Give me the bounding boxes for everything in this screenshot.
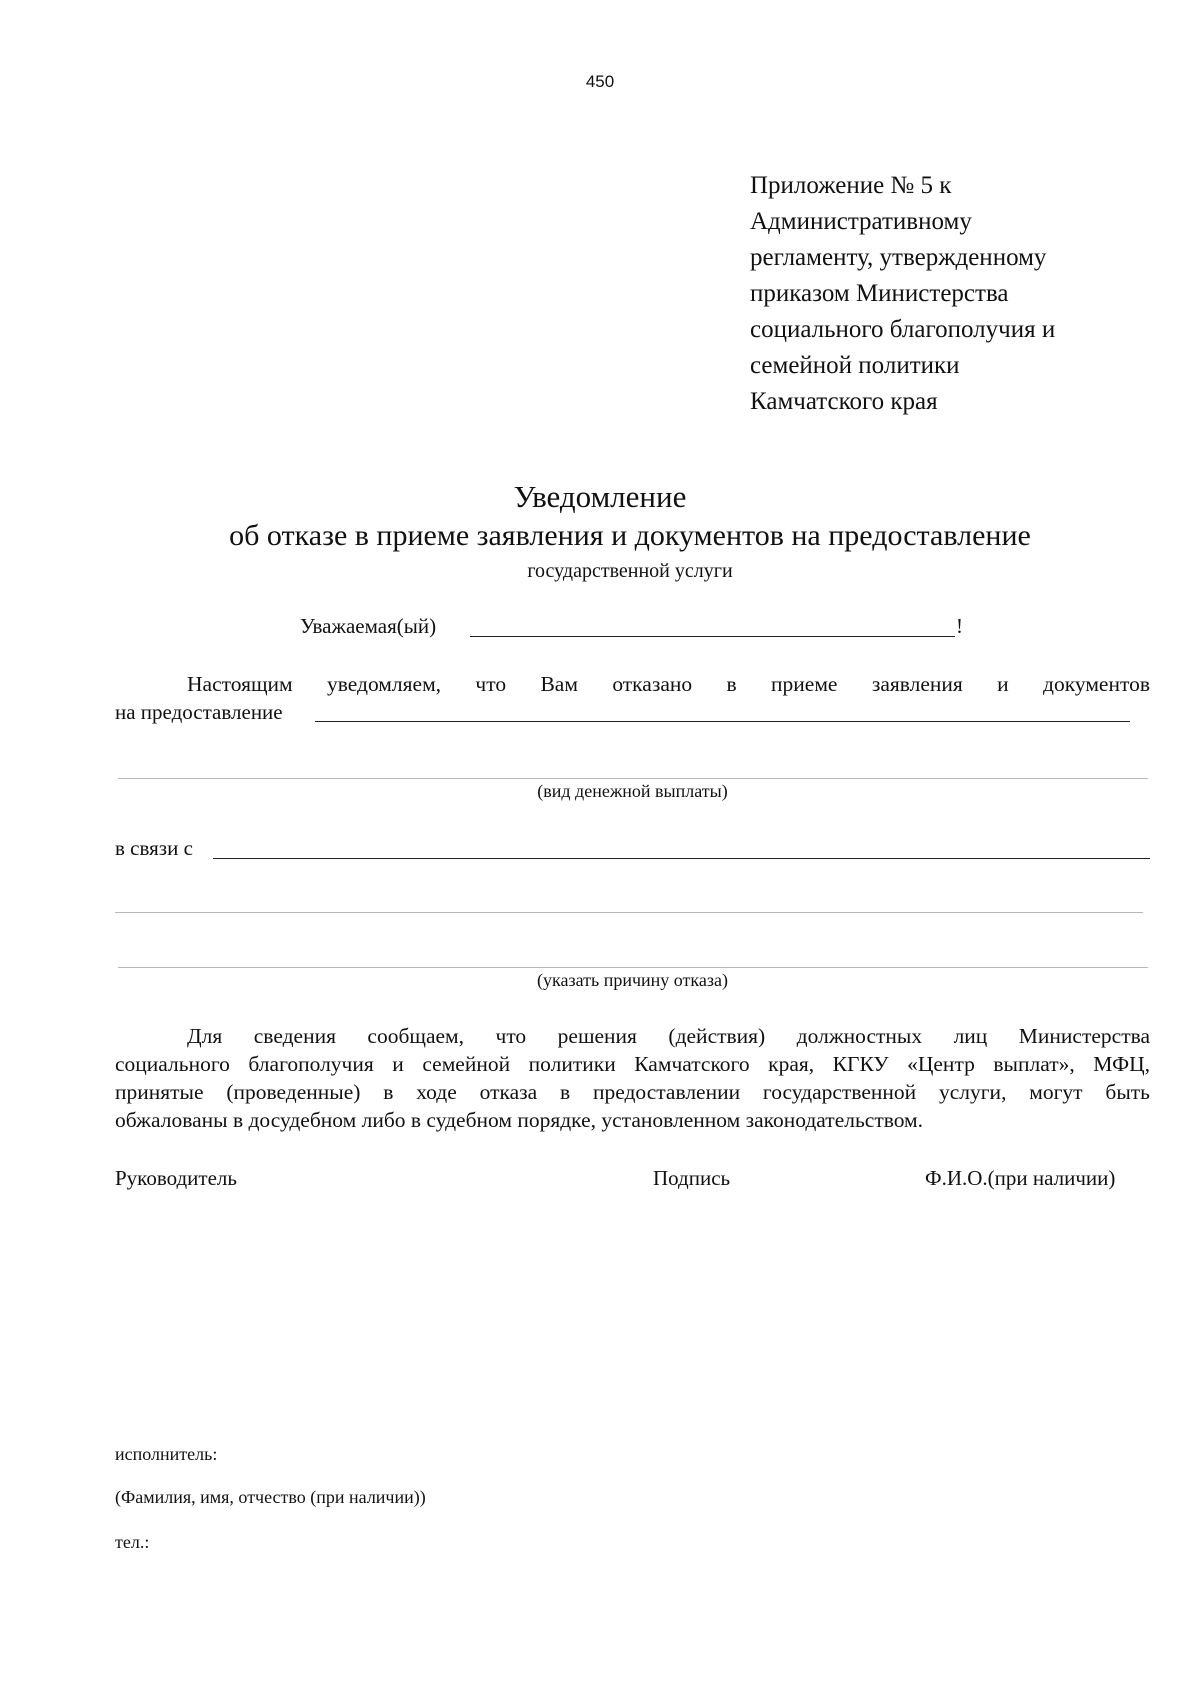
notice-word: и (997, 672, 1009, 696)
notice-word: Вам (540, 672, 578, 696)
reason-field-extra[interactable] (115, 912, 1143, 913)
notice-line-1 (187, 670, 1150, 698)
reason-field[interactable] (213, 858, 1150, 859)
appendix-line: регламенту, утвержденному (750, 244, 1047, 271)
notice-word: документов (1043, 672, 1150, 696)
appendix-line: семейной политики (750, 352, 960, 379)
executor-name-hint: (Фамилия, имя, отчество (при наличии)) (115, 1487, 426, 1507)
sign-label: Подпись (653, 1166, 731, 1190)
info-line: принятые (проведенные) в ходе отказа в предоставлении государственной услуги, могут быть (115, 1080, 1150, 1104)
notice-word: что (475, 672, 507, 696)
notice-word: приеме (771, 672, 838, 696)
greeting-name-field[interactable] (470, 636, 955, 637)
reason-caption: (указать причину отказа) (537, 970, 728, 990)
service-field[interactable] (315, 721, 1130, 722)
document-subtitle-small: государственной услуги (527, 560, 733, 582)
document-subtitle: об отказе в приеме заявления и документов на предоставление (229, 519, 1031, 552)
appendix-line: Камчатского края (750, 388, 938, 415)
greeting-end-mark: ! (956, 614, 963, 638)
notice-word: отказано (612, 672, 693, 696)
greeting-label: Уважаемая(ый) (300, 614, 437, 638)
notice-line-2-label: на предоставление (115, 700, 283, 724)
document-title: Уведомление (513, 479, 687, 514)
info-line: обжалованы в досудебном либо в судебном порядке, установленном законодательством. (115, 1108, 924, 1132)
appendix-line: Приложение № 5 к (750, 172, 952, 199)
notice-word: Настоящим (187, 672, 293, 696)
payment-type-caption: (вид денежной выплаты) (537, 781, 728, 801)
notice-word: заявления (871, 672, 963, 696)
info-line: социального благополучия и семейной политики Камчатского края, КГКУ «Центр выплат», МФЦ, (115, 1052, 1150, 1076)
head-label: Руководитель (115, 1166, 237, 1190)
notice-word: уведомляем, (326, 672, 442, 696)
notice-word: в (726, 672, 737, 696)
executor-phone-label: тел.: (115, 1532, 150, 1552)
executor-label: исполнитель: (115, 1444, 218, 1464)
appendix-line: социального благополучия и (750, 316, 1056, 343)
appendix-line: приказом Министерства (750, 280, 1009, 307)
appendix-block (750, 168, 1055, 420)
page-number: 450 (585, 72, 615, 91)
info-line: Для сведения сообщаем, что решения (действия) должностных лиц Министерства (187, 1024, 1150, 1048)
name-label: Ф.И.О.(при наличии) (925, 1166, 1116, 1190)
reason-label: в связи с (115, 836, 193, 860)
info-paragraph (115, 1022, 1150, 1134)
appendix-line: Административному (750, 208, 972, 235)
